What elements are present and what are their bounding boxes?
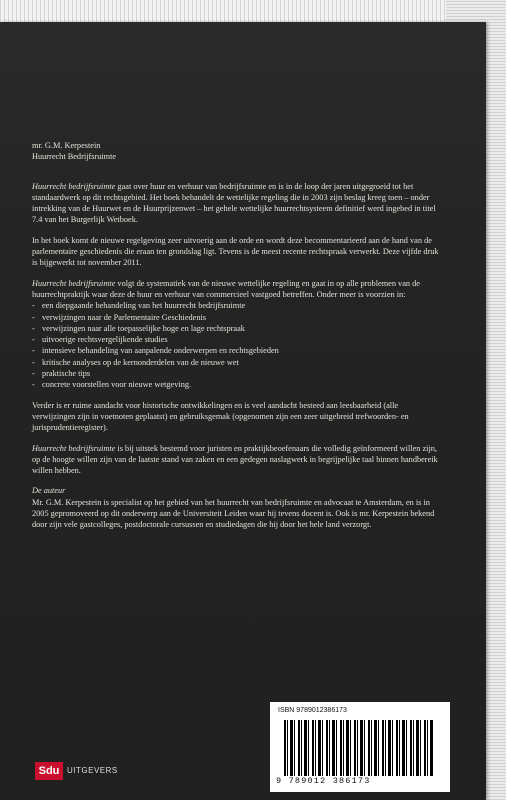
title-emphasis: Huurrecht bedrijfsruimte: [32, 181, 116, 191]
systematics-text: volgt de systematiek van de nieuwe wettelijke regeling en gaat in op alle problemen van de huurrechtpraktijk waar deze de huur en verhuur van commercieel vastgoed betreffen. Onder meer is voorzien in:: [32, 278, 420, 299]
author-heading: De auteur: [32, 486, 66, 496]
isbn-barcode-block: [270, 702, 450, 792]
barcode-digits: 9 789012 386173: [276, 776, 446, 786]
list-item: - verwijzingen naar de Parlementaire Geschiedenis: [32, 312, 207, 322]
intro-text: gaat over huur en verhuur van bedrijfsruimte en is in de loop der jaren uitgegroeid tot het standaardwerk op dit rechtsgebied. Het boek behandelt de wettelijke regeling die in 2003 zijn beslag kreeg toen – onder intrekking van de Huurwet en de Huurprijzenwet – het gehele wettelijke huurrechtsysteem definitief werd ingebed in titel 7.4 van het Burgerlijk Wetboek.: [32, 181, 436, 225]
list-item: - kritische analyses op de kernonderdelen van de nieuwe wet: [32, 357, 239, 367]
title-emphasis: Huurrecht bedrijfsruimte: [32, 443, 116, 453]
title-emphasis: Huurrecht bedrijfsruimte: [32, 278, 116, 288]
regulation-paragraph: In het boek komt de nieuwe regelgeving zeer uitvoerig aan de orde en wordt deze becommentarieerd aan de hand van de parlementaire geschiedenis die eraan ten grondslag ligt. Tevens is de meest recente rechtspraak verwerkt. Deze vijfde druk is bijgewerkt tot november 2011.: [32, 235, 439, 268]
book-header: [32, 140, 442, 163]
features-list: [32, 300, 442, 390]
back-cover-text: [32, 140, 442, 540]
author-name: mr. G.M. Kerpestein: [32, 141, 101, 150]
publisher-name: UITGEVERS: [67, 766, 118, 775]
intro-paragraph: [32, 181, 442, 226]
list-item: - een diepgaande behandeling van het huurrecht bedrijfsruimte: [32, 301, 246, 311]
systematics-paragraph: [32, 278, 442, 301]
barcode-icon: [284, 720, 434, 776]
sdu-logo-mark: Sdu: [35, 762, 63, 780]
book-title: Huurrecht Bedrijfsruimte: [32, 152, 117, 162]
author-bio: Mr. G.M. Kerpestein is specialist op het gebied van het huurrecht van bedrijfsruimte en advocaat te Amsterdam, en is in 2005 gepromoveerd op dit onderwerp aan de Universiteit Leiden waar hij tevens docent is. Ook is mr. Kerpestein bekend door zijn vele gastcolleges, postdoctorale cursussen en studiedagen die hij door het hele land verzorgt.: [32, 497, 435, 530]
audience-paragraph: [32, 443, 442, 477]
list-item: - praktische tips: [32, 369, 91, 379]
publisher-logo: [35, 762, 135, 780]
list-item: - verwijzingen naar alle toepasselijke hoge en lage rechtspraak: [32, 323, 245, 333]
list-item: - uitvoerige rechtsvergelijkende studies: [32, 335, 168, 345]
list-item: - intensieve behandeling van aanpalende onderwerpen en rechtsgebieden: [32, 346, 279, 356]
isbn-label: ISBN 9789012386173: [278, 707, 347, 714]
readability-paragraph: Verder is er ruime aandacht voor historische ontwikkelingen en is veel aandacht besteed aan leesbaarheid (alle verwijzingen zijn in voetnoten geplaatst) en gebruiksgemak (opgenomen zijn een zeer uitgebreid trefwoorden- en jurisprudentieregister).: [32, 400, 409, 433]
list-item: - concrete voorstellen voor nieuwe wetgeving.: [32, 380, 192, 390]
audience-text: is bij uitstek bestemd voor juristen en praktijkbeoefenaars die volledig geïnformeerd willen zijn, op de hoogte willen zijn van de laatste stand van zaken en een gedegen naslagwerk in begrijpelijke taal binnen handbereik willen hebben.: [32, 443, 438, 476]
